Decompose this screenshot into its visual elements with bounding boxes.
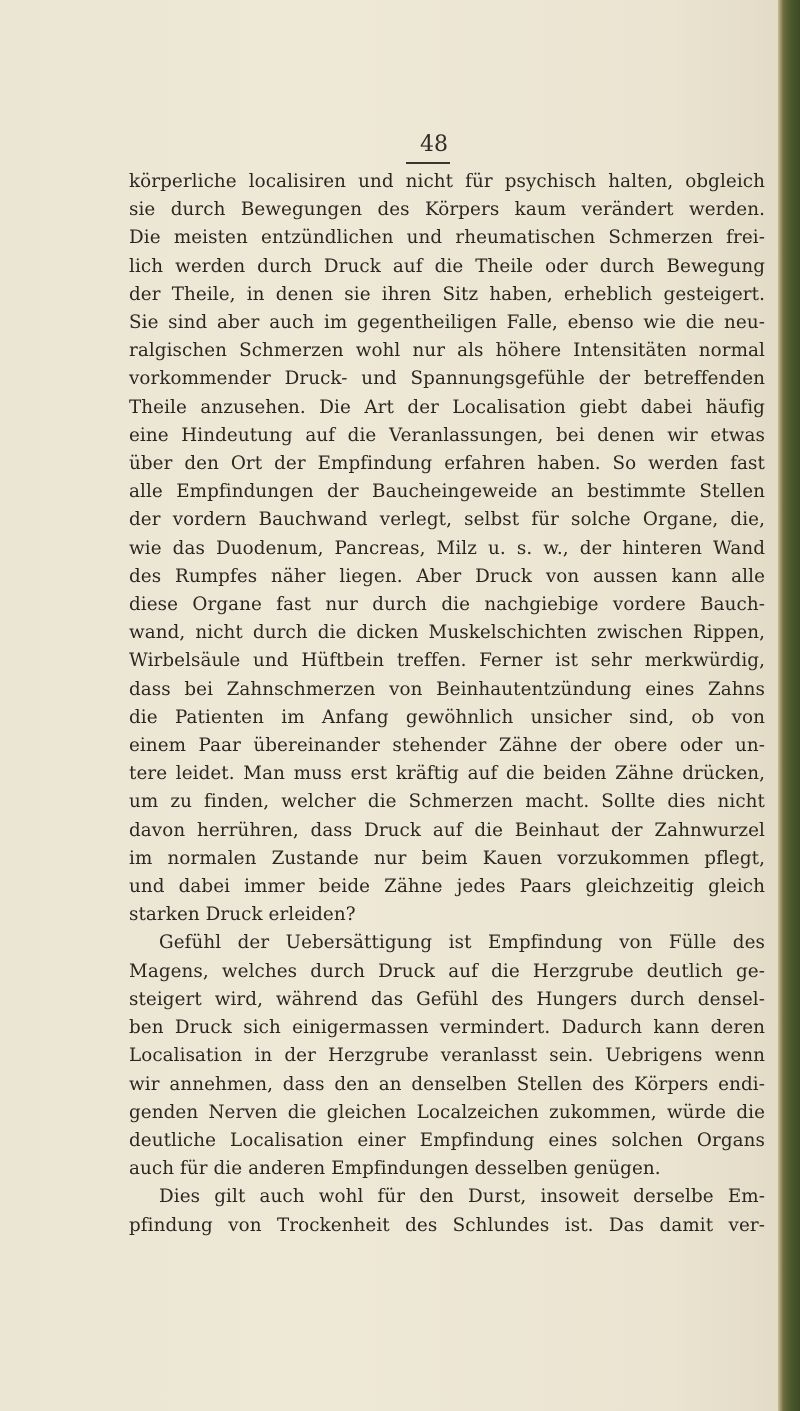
paragraph-end-line: starken Druck erleiden? xyxy=(129,904,356,926)
text-line: dass bei Zahnschmerzen von Beinhautentzündung eines Zahns xyxy=(129,678,765,700)
text-line: Localisation in der Herzgrube veranlasst sein. Uebrigens wenn xyxy=(129,1045,765,1067)
text-line: deutliche Localisation einer Empfindung eines solchen Organs xyxy=(129,1129,765,1151)
text-line: ben Druck sich einigermassen vermindert. Dadurch kann deren xyxy=(129,1017,765,1039)
text-line: Wirbelsäule und Hüftbein treffen. Ferner ist sehr merkwürdig, xyxy=(129,650,765,672)
text-line: ralgischen Schmerzen wohl nur als höhere Intensitäten normal xyxy=(129,340,765,362)
text-line: diese Organe fast nur durch die nachgiebige vordere Bauch- xyxy=(129,594,765,616)
text-line: wie das Duodenum, Pancreas, Milz u. s. w., der hinteren Wand xyxy=(129,537,765,559)
text-line: Sie sind aber auch im gegentheiligen Falle, ebenso wie die neu- xyxy=(129,312,765,334)
text-line: pfindung von Trockenheit des Schlundes ist. Das damit ver- xyxy=(129,1214,765,1236)
text-line: genden Nerven die gleichen Localzeichen zukommen, würde die xyxy=(129,1101,765,1123)
text-line: eine Hindeutung auf die Veranlassungen, bei denen wir etwas xyxy=(129,424,765,446)
text-line: wir annehmen, dass den an denselben Stellen des Körpers endi- xyxy=(129,1073,765,1095)
text-line: alle Empfindungen der Baucheingeweide an bestimmte Stellen xyxy=(129,481,765,503)
text-line: die Patienten im Anfang gewöhnlich unsicher sind, ob von xyxy=(129,706,765,728)
text-line: einem Paar übereinander stehender Zähne der obere oder un- xyxy=(129,735,765,757)
text-line: Magens, welches durch Druck auf die Herzgrube deutlich ge- xyxy=(129,960,765,982)
paragraph-start-line: Dies gilt auch wohl für den Durst, insoweit derselbe Em- xyxy=(159,1186,765,1208)
text-line: körperliche localisiren und nicht für psychisch halten, obgleich xyxy=(129,171,765,192)
body-text xyxy=(129,168,765,1240)
text-line: lich werden durch Druck auf die Theile oder durch Bewegung xyxy=(129,255,765,277)
text-line: tere leidet. Man muss erst kräftig auf die beiden Zähne drücken, xyxy=(129,763,765,785)
text-line: der vordern Bauchwand verlegt, selbst für solche Organe, die, xyxy=(129,509,765,531)
text-line: im normalen Zustande nur beim Kauen vorzukommen pflegt, xyxy=(129,847,765,869)
text-line: über den Ort der Empfindung erfahren haben. So werden fast xyxy=(129,453,765,475)
text-line: steigert wird, während das Gefühl des Hungers durch densel- xyxy=(129,988,765,1010)
text-line: Theile anzusehen. Die Art der Localisation giebt dabei häufig xyxy=(129,396,765,418)
page-number: 48 xyxy=(420,132,448,157)
page-number-rule xyxy=(406,162,450,164)
paragraph-start-line: Gefühl der Uebersättigung ist Empfindung von Fülle des xyxy=(159,932,765,954)
text-line: und dabei immer beide Zähne jedes Paars gleichzeitig gleich xyxy=(129,876,765,898)
text-line: des Rumpfes näher liegen. Aber Druck von aussen kann alle xyxy=(129,565,765,587)
page-edge-binding xyxy=(778,0,800,1411)
text-line: Die meisten entzündlichen und rheumatischen Schmerzen frei- xyxy=(129,227,765,249)
text-line: um zu finden, welcher die Schmerzen macht. Sollte dies nicht xyxy=(129,791,765,813)
text-line: sie durch Bewegungen des Körpers kaum verändert werden. xyxy=(129,199,765,221)
text-line: vorkommender Druck- und Spannungsgefühle der betreffenden xyxy=(129,368,765,390)
text-line: davon herrühren, dass Druck auf die Beinhaut der Zahnwurzel xyxy=(129,819,765,841)
paragraph-end-line: auch für die anderen Empfindungen desselben genügen. xyxy=(129,1158,661,1180)
text-line: wand, nicht durch die dicken Muskelschichten zwischen Rippen, xyxy=(129,622,765,644)
text-line: der Theile, in denen sie ihren Sitz haben, erheblich gesteigert. xyxy=(129,283,765,305)
